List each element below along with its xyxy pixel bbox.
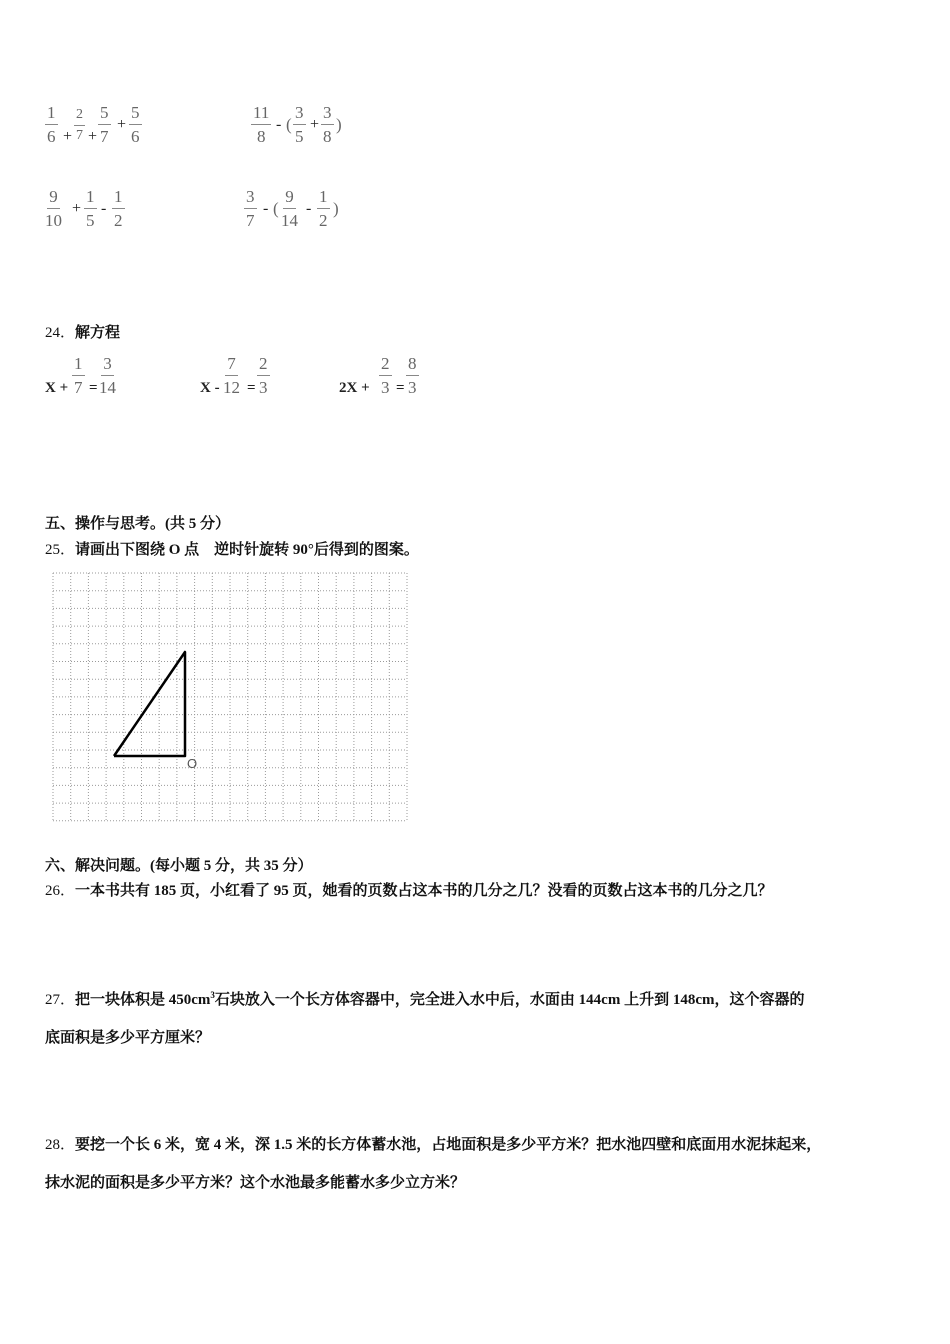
triangle-shape [114, 652, 185, 756]
fraction: $\frac{1}{6}$ [47, 103, 56, 146]
fraction: $\frac{8}{3}$ [408, 354, 417, 397]
fraction: $\frac{1}{7}$ [74, 354, 83, 397]
equation-lhs: X - [200, 380, 220, 396]
fraction: $\frac{3}{14}$ [99, 354, 116, 397]
section-6-title: 六、解决问题。(每小题 5 分，共 35 分） [45, 858, 313, 874]
question-28-line-2: 抹水泥的面积是多少平方米？这个水池最多能蓄水多少立方米？ [45, 1175, 466, 1191]
fraction: $\frac{9}{10}$ [45, 187, 62, 230]
question-25: 25．请画出下图绕 O 点 逆时针旋转 90°后得到的图案。 [45, 542, 419, 558]
fraction: $\frac{1}{5}$ [86, 187, 95, 230]
fraction: $\frac{11}{8}$ [253, 103, 270, 146]
operator: + [117, 116, 127, 133]
operator: - [306, 200, 312, 217]
question-27-line-1: 27．把一块体积是 $450cm^3$石块放入一个长方体容器中，完全进入水中后，水面由 144cm 上升到 148cm，这个容器的 [45, 990, 805, 1008]
left-paren: ( [273, 199, 279, 218]
left-paren: ( [286, 115, 292, 134]
equals-sign: = [89, 380, 98, 396]
fraction: $\frac{1}{2}$ [319, 187, 328, 230]
fraction: $\frac{5}{7}$ [100, 103, 109, 146]
fraction: $\frac{5}{6}$ [131, 103, 140, 146]
right-paren: ) [333, 199, 339, 218]
equals-sign: = [247, 380, 256, 396]
operator: - [263, 200, 269, 217]
fraction: $\frac{3}{8}$ [323, 103, 332, 146]
operator: + [63, 128, 73, 145]
rotation-grid-figure [48, 568, 418, 833]
fraction: $\frac{9}{14}$ [281, 187, 298, 230]
question-24-title: 24．解方程 [45, 325, 121, 341]
right-paren: ) [336, 115, 342, 134]
fraction: $\frac{2}{3}$ [259, 354, 268, 397]
fraction: $\frac{3}{5}$ [295, 103, 304, 146]
equation-lhs: 2X + [339, 380, 370, 396]
question-26: 26．一本书共有 185 页，小红看了 95 页，她看的页数占这本书的几分之几？没看的页数占这本书的几分之几？ [45, 883, 773, 899]
operator: - [276, 116, 282, 133]
equation-lhs: X + [45, 380, 69, 396]
question-28-line-1: 28．要挖一个长 6 米，宽 4 米，深 1.5 米的长方体蓄水池，占地面积是多少平方米？把水池四壁和底面用水泥抹起来， [45, 1137, 822, 1153]
point-o-label: O [187, 756, 198, 771]
operator: + [310, 116, 320, 133]
fraction: $\frac{3}{7}$ [246, 187, 255, 230]
section-5-title: 五、操作与思考。(共 5 分） [45, 516, 230, 532]
grid-lines [53, 573, 407, 821]
fraction: $\frac{2}{3}$ [381, 354, 390, 397]
operator: + [72, 200, 82, 217]
equals-sign: = [396, 380, 405, 396]
operator: + [88, 128, 98, 145]
fraction: $\frac{1}{2}$ [114, 187, 123, 230]
fraction: $\frac{7}{12}$ [223, 354, 240, 397]
question-27-line-2: 底面积是多少平方厘米？ [45, 1030, 211, 1046]
operator: - [101, 200, 107, 217]
fraction: $\frac{2}{7}$ [76, 107, 83, 143]
